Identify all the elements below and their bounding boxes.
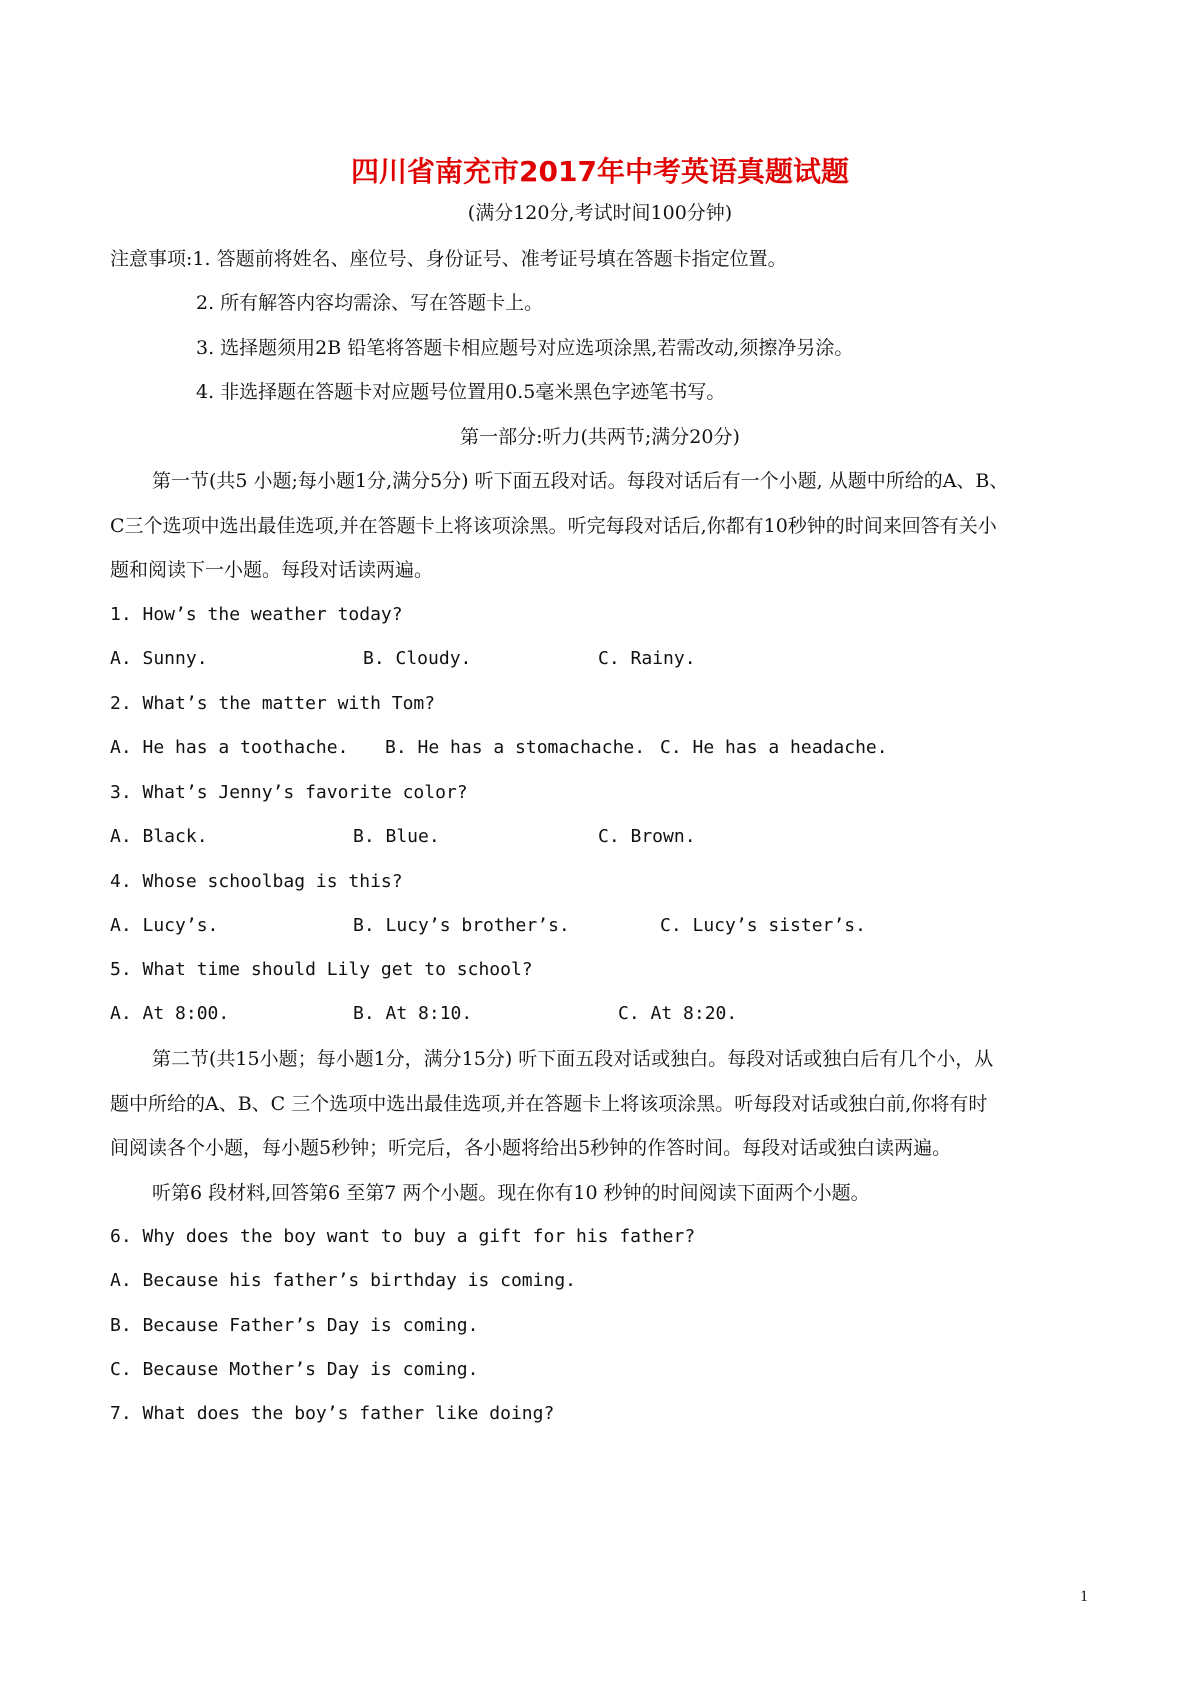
notice-item-1: 注意事项:1. 答题前将姓名、座位号、身份证号、准考证号填在答题卡指定位置。 [110,248,787,270]
q2-option-a: A. He has a toothache. [110,737,349,758]
question-5: 5. What time should Lily get to school? [110,959,533,980]
subtitle: (满分120分,考试时间100分钟) [467,202,733,224]
q3-option-a: A. Black. [110,826,208,847]
notice-item-2: 2. 所有解答内容均需涂、写在答题卡上。 [196,292,544,314]
question-4: 4. Whose schoolbag is this? [110,871,403,892]
section2-line-1: 第二节(共15小题；每小题1分，满分15分) 听下面五段对话或独白。每段对话或独白后有几个小，从 [152,1048,994,1070]
q1-option-c: C. Rainy. [598,648,696,669]
q4-option-b: B. Lucy’s brother’s. [353,915,570,936]
q2-option-b: B. He has a stomachache. [385,737,646,758]
notice-item-3: 3. 选择题须用2B 铅笔将答题卡相应题号对应选项涂黑,若需改动,须擦净另涂。 [196,337,854,359]
q3-option-c: C. Brown. [598,826,696,847]
q6-option-c: C. Because Mother’s Day is coming. [110,1359,479,1380]
notice-item-4: 4. 非选择题在答题卡对应题号位置用0.5毫米黑色字迹笔书写。 [196,381,726,403]
q3-option-b: B. Blue. [353,826,440,847]
section1-line-3: 题和阅读下一小题。每段对话读两遍。 [110,559,434,581]
section1-line-1: 第一节(共5 小题;每小题1分,满分5分) 听下面五段对话。每段对话后有一个小题, 从题中所给的A、B、 [152,470,1009,492]
q6-option-a: A. Because his father’s birthday is coming. [110,1270,576,1291]
page-title: 四川省南充市2017年中考英语真题试题 [351,155,849,188]
q5-option-b: B. At 8:10. [353,1003,473,1024]
part1-heading: 第一部分:听力(共两节;满分20分) [460,426,740,448]
question-3: 3. What’s Jenny’s favorite color? [110,782,468,803]
section2-line-2: 题中所给的A、B、C 三个选项中选出最佳选项,并在答题卡上将该项涂黑。听每段对话或独白前,你将有时 [110,1093,988,1115]
section1-line-2: C三个选项中选出最佳选项,并在答题卡上将该项涂黑。听完每段对话后,你都有10秒钟的时间来回答有关小 [110,515,997,537]
q1-option-b: B. Cloudy. [363,648,472,669]
page-number: 1 [1080,1588,1088,1605]
question-2: 2. What’s the matter with Tom? [110,693,436,714]
q4-option-c: C. Lucy’s sister’s. [660,915,866,936]
question-7: 7. What does the boy’s father like doing? [110,1403,555,1424]
q5-option-c: C. At 8:20. [618,1003,738,1024]
q2-option-c: C. He has a headache. [660,737,888,758]
q4-option-a: A. Lucy’s. [110,915,219,936]
question-1: 1. How’s the weather today? [110,604,403,625]
q5-option-a: A. At 8:00. [110,1003,230,1024]
question-6: 6. Why does the boy want to buy a gift for his father? [110,1226,696,1247]
q6-option-b: B. Because Father’s Day is coming. [110,1315,479,1336]
section2-intro-6: 听第6 段材料,回答第6 至第7 两个小题。现在你有10 秒钟的时间阅读下面两个小题。 [152,1182,870,1204]
section2-line-3: 间阅读各个小题，每小题5秒钟；听完后，各小题将给出5秒钟的作答时间。每段对话或独白读两遍。 [110,1137,952,1159]
q1-option-a: A. Sunny. [110,648,208,669]
